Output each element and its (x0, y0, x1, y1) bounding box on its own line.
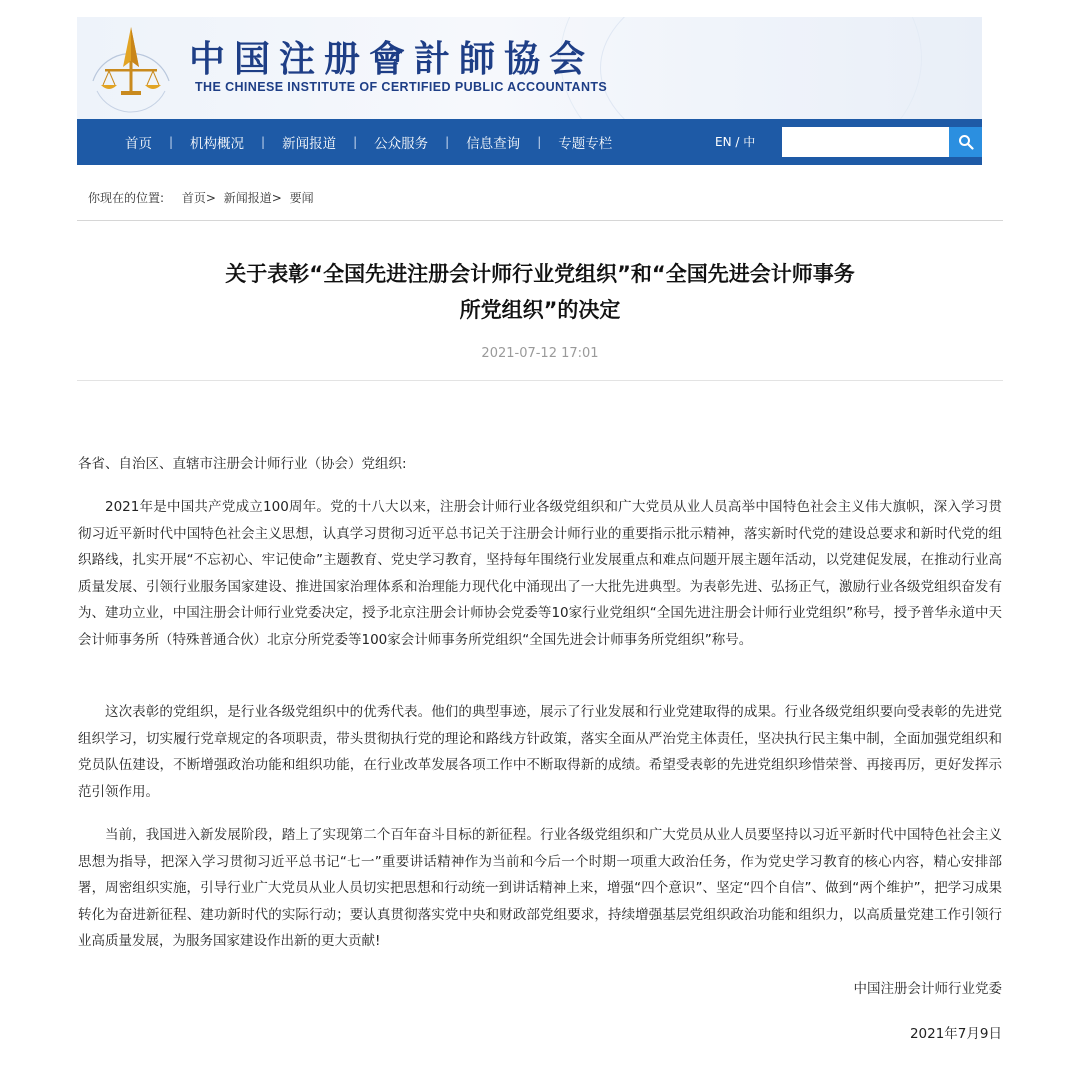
search-input[interactable] (782, 127, 949, 157)
article-title-line: 关于表彰“全国先进注册会计师行业党组织”和“全国先进会计师事务 (225, 262, 855, 286)
signature-organization: 中国注册会计师行业党委 (853, 981, 1002, 997)
article-title-line: 所党组织”的决定 (459, 298, 621, 322)
site-title-cn: 中国注册會計師協会 (189, 38, 595, 80)
breadcrumb (88, 189, 318, 206)
nav-separator: | (261, 135, 266, 149)
breadcrumb-current[interactable]: 要闻 (289, 191, 314, 205)
article-paragraph: 当前，我国进入新发展阶段，踏上了实现第二个百年奋斗目标的新征程。行业各级党组织和广大党员从业人员要坚持以习近平新时代中国特色社会主义思想为指导，把深入学习贯彻习近平总书记“七一”重要讲话精神作为当前和今后一个时期一项重大政治任务，作为党史学习教育的核心内容，精心安排部署，周密组织实施，引导行业广大党员从业人员切实把思想和行动统一到讲话精神上来，增强“四个意识”、坚定“四个自信”、做到“两个维护”，把学习成果转化为奋进新征程、建功新时代的实际行动；要认真贯彻落实党中央和财政部党组要求，持续增强基层党组织政治功能和组织力，以高质量党建工作引领行业高质量发展，为服务国家建设作出新的更大贡献! (78, 827, 1002, 949)
cicpa-scales-logo-icon[interactable] (83, 21, 179, 115)
nav-separator: | (169, 135, 174, 149)
site-banner (77, 17, 982, 119)
article-paragraph: 2021年是中国共产党成立100周年。党的十八大以来，注册会计师行业各级党组织和广大党员从业人员高举中国特色社会主义伟大旗帜，深入学习贯彻习近平新时代中国特色社会主义思想，认真学习贯彻习近平总书记关于注册会计师行业的重要指示批示精神，落实新时代党的建设总要求和新时代党的组织路线，扎实开展“不忘初心、牢记使命”主题教育、党史学习教育，坚持每年围绕行业发展重点和难点问题开展主题年活动，以党建促发展，在推动行业高质量发展、引领行业服务国家建设、推进国家治理体系和治理能力现代化中涌现出了一大批先进典型。为表彰先进、弘扬正气，激励行业各级党组织奋发有为、建功立业，中国注册会计师行业党委决定，授予北京注册会计师协会党委等10家行业党组织“全国先进注册会计师行业党组织”称号，授予普华永道中天会计师事务所（特殊普通合伙）北京分所党委等100家会计师事务所党组织“全国先进会计师事务所党组织”称号。 (78, 499, 1002, 648)
main-navigation (77, 119, 982, 165)
nav-item-news[interactable]: 新闻报道 (282, 136, 337, 152)
nav-items (77, 119, 612, 165)
nav-separator: | (353, 135, 358, 149)
banner-decoration (560, 17, 922, 119)
nav-item-about[interactable]: 机构概况 (190, 136, 245, 152)
article-paragraph: 这次表彰的党组织，是行业各级党组织中的优秀代表。他们的典型事迹，展示了行业发展和行业党建取得的成果。行业各级党组织要向受表彰的先进党组织学习，切实履行党章规定的各项职责，带头贯彻执行党的理论和路线方针政策，落实全面从严治党主体责任，坚决执行民主集中制，全面加强党组织和党员队伍建设，不断增强政治功能和组织功能，在行业改革发展各项工作中不断取得新的成绩。希望受表彰的先进党组织珍惜荣誉、再接再厉，更好发挥示范引领作用。 (78, 704, 1002, 800)
article-greeting: 各省、自治区、直辖市注册会计师行业（协会）党组织: (78, 456, 407, 472)
site-title-en: THE CHINESE INSTITUTE OF CERTIFIED PUBLIC ACCOUNTANTS (195, 80, 608, 94)
signature-date: 2021年7月9日 (909, 1026, 1002, 1042)
breadcrumb-home-link[interactable]: 首页> (181, 191, 216, 205)
nav-item-info-query[interactable]: 信息查询 (466, 136, 521, 152)
nav-separator: | (537, 135, 542, 149)
article-title (160, 256, 920, 328)
breadcrumb-news-link[interactable]: 新闻报道> (223, 191, 282, 205)
article-date: 2021-07-12 17:01 (481, 346, 599, 361)
search-button[interactable] (949, 127, 982, 157)
nav-item-topics[interactable]: 专题专栏 (558, 136, 613, 152)
nav-separator: | (445, 135, 450, 149)
nav-item-public-service[interactable]: 公众服务 (374, 136, 429, 152)
nav-item-home[interactable]: 首页 (125, 136, 152, 152)
search-icon (958, 134, 974, 150)
divider (77, 380, 1003, 381)
divider (77, 220, 1003, 221)
breadcrumb-label: 你现在的位置: (88, 191, 165, 205)
language-switch[interactable]: EN / 中 (715, 135, 756, 149)
